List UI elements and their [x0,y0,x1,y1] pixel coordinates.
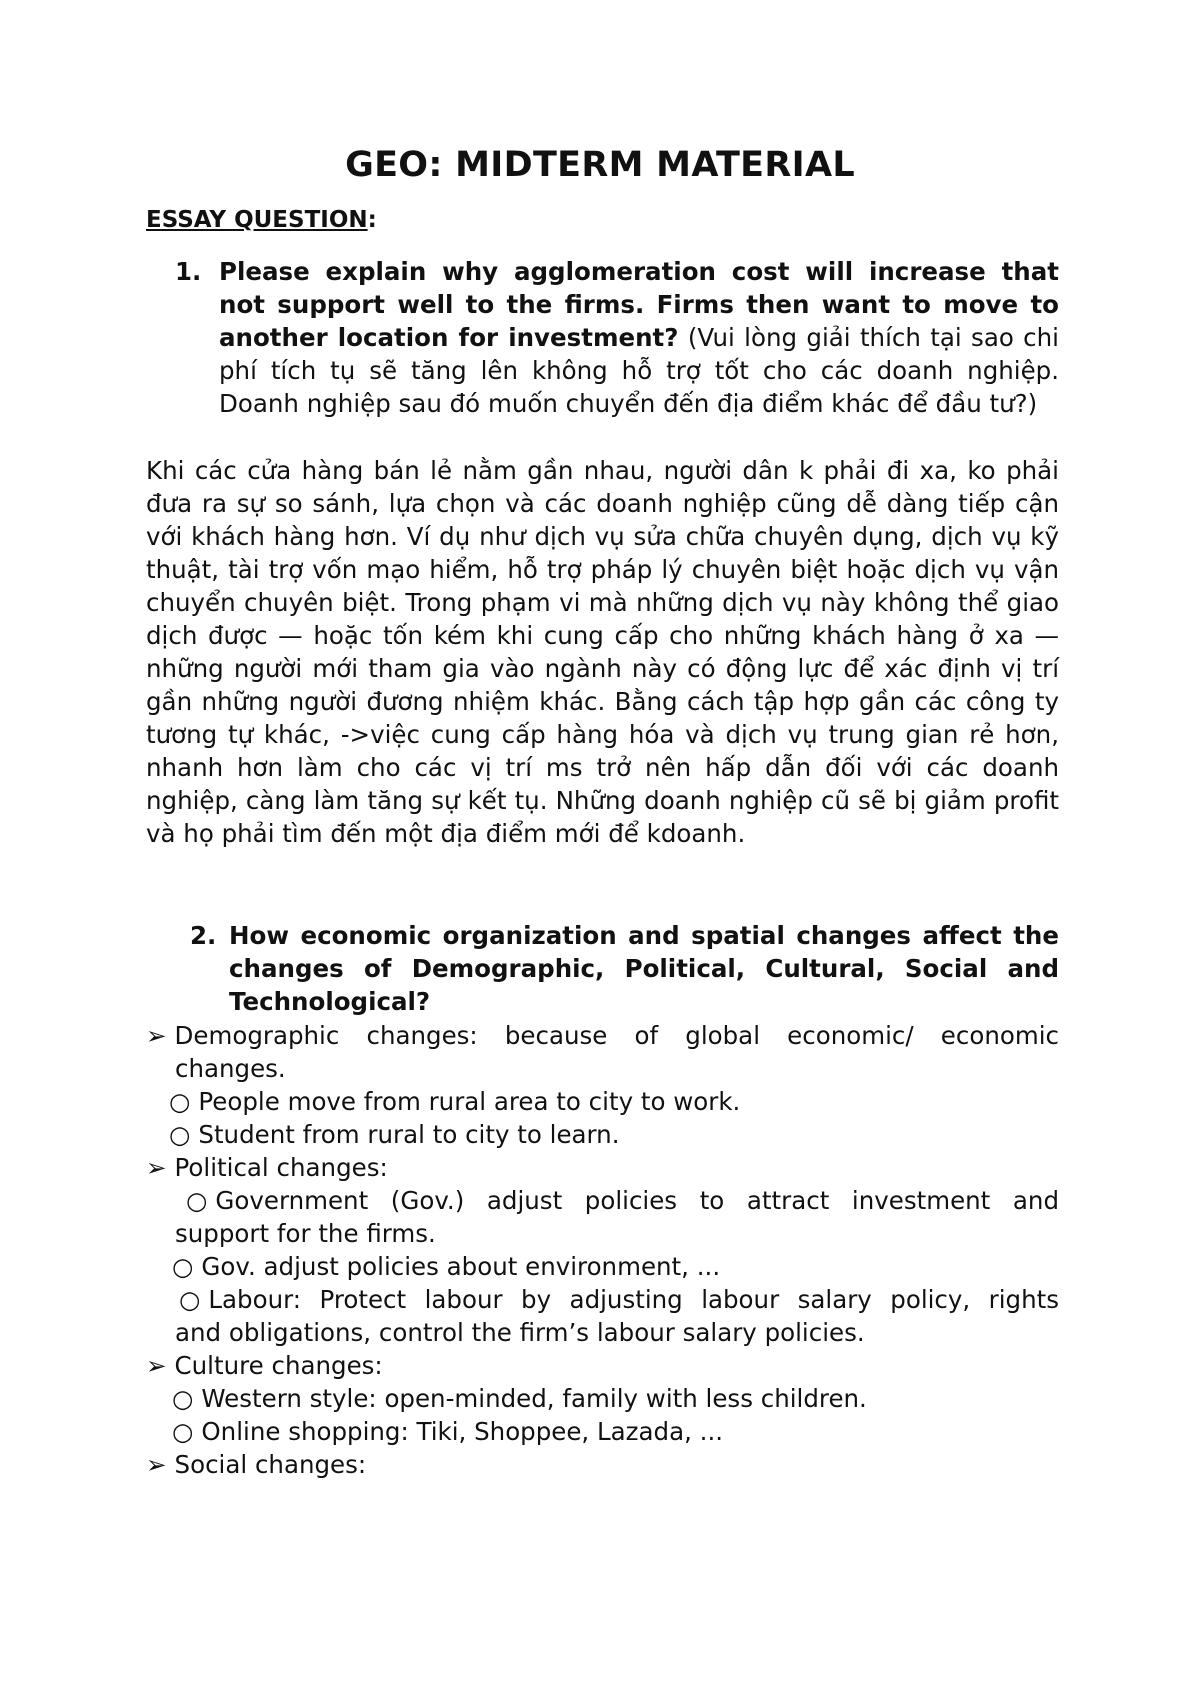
arrow-bullet-icon: ➢ [146,1153,167,1182]
question-1-english: Please explain why agglomeration cost will increase that not support well to the firms. Firms then want to move to another location for investment? [219,257,1059,352]
question-1-vietnamese: (Vui lòng giải thích tại sao chi phí tích tụ sẽ tăng lên không hỗ trợ tốt cho các doanh nghiệp. Doanh nghiệp sau đó muốn chuyển đến địa điểm khác để đầu tư?) [219,323,1059,418]
demographic-item-2: Student from rural to city to learn. [198,1120,620,1149]
circle-bullet-icon: ○ [172,1252,194,1281]
demographic-heading: Demographic changes: because of global economic/ economic [174,1021,1059,1050]
demographic-heading-continued: changes. [175,1054,286,1083]
bullet-political-2 [172,1250,720,1283]
political-item-1: Government (Gov.) adjust policies to attract investment and [215,1186,1059,1215]
political-item-2: Gov. adjust policies about environment, ... [201,1252,721,1281]
question-1 [219,255,1059,420]
question-1-number: 1. [175,257,202,286]
bullet-social [146,1448,366,1481]
demographic-item-1: People move from rural area to city to work. [198,1087,741,1116]
political-item-3-continued: and obligations, control the firm’s labour salary policies. [175,1318,865,1347]
circle-bullet-icon: ○ [186,1186,208,1215]
essay-label-text: ESSAY QUESTION [146,207,368,233]
bullet-culture-2 [172,1415,723,1448]
culture-item-1: Western style: open-minded, family with less children. [201,1384,867,1413]
political-item-1-continued: support for the firms. [175,1219,436,1248]
bullet-culture-1 [172,1382,867,1415]
bullet-political-1 [186,1184,1059,1217]
answer-1-paragraph: Khi các cửa hàng bán lẻ nằm gần nhau, người dân k phải đi xa, ko phải đưa ra sự so sánh, lựa chọn và các doanh nghiệp cũng dễ dàng tiếp cận với khách hàng hơn. Ví dụ như dịch vụ sửa chữa chuyên dụng, dịch vụ kỹ thuật, tài trợ vốn mạo hiểm, hỗ trợ pháp lý chuyên biệt hoặc dịch vụ vận chuyển chuyên biệt. Trong phạm vi mà những dịch vụ này không thể giao dịch được — hoặc tốn kém khi cung cấp cho những khách hàng ở xa — những người mới tham gia vào ngành này có động lực để xác định vị trí gần những người đương nhiệm khác. Bằng cách tập hợp gần các công ty tương tự khác, ->việc cung cấp hàng hóa và dịch vụ trung gian rẻ hơn, nhanh hơn làm cho các vị trí ms trở nên hấp dẫn đối với các doanh nghiệp, càng làm tăng sự kết tụ. Những doanh nghiệp cũ sẽ bị giảm profit và họ phải tìm đến một địa điểm mới để kdoanh. [146,456,1059,848]
page-title: GEO: MIDTERM MATERIAL [345,145,855,185]
social-heading: Social changes: [174,1450,367,1479]
circle-bullet-icon: ○ [169,1087,191,1116]
bullet-demographic-2 [169,1118,620,1151]
political-item-3: Labour: Protect labour by adjusting labour salary policy, rights [208,1285,1059,1314]
arrow-bullet-icon: ➢ [146,1450,167,1479]
essay-label-colon: : [367,207,377,233]
bullet-demographic [146,1019,1059,1052]
political-heading: Political changes: [174,1153,388,1182]
arrow-bullet-icon: ➢ [146,1021,167,1050]
circle-bullet-icon: ○ [169,1120,191,1149]
culture-heading: Culture changes: [174,1351,383,1380]
circle-bullet-icon: ○ [172,1417,194,1446]
circle-bullet-icon: ○ [179,1285,201,1314]
bullet-demographic-1 [169,1085,740,1118]
essay-question-label [146,204,377,236]
circle-bullet-icon: ○ [172,1384,194,1413]
bullet-political-3 [179,1283,1059,1316]
bullet-political [146,1151,388,1184]
culture-item-2: Online shopping: Tiki, Shoppee, Lazada, ... [201,1417,724,1446]
arrow-bullet-icon: ➢ [146,1351,167,1380]
bullet-culture [146,1349,383,1382]
question-2: How economic organization and spatial changes affect the changes of Demographic, Political, Cultural, Social and Technological? [229,921,1059,1016]
question-2-number: 2. [190,921,217,950]
